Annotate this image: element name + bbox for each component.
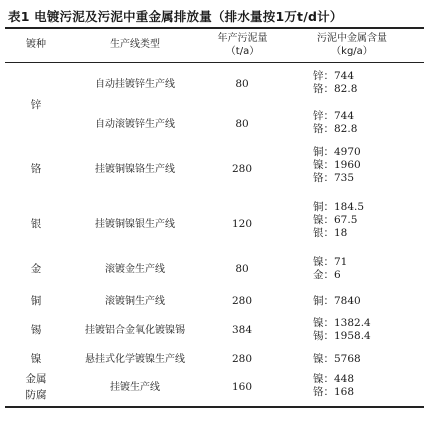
header-sludge-line1: 年产污泥量 — [217, 33, 268, 44]
content-line: 铜：4970 — [313, 146, 361, 158]
table-cell-content — [313, 110, 413, 136]
table-cell-content — [313, 146, 413, 185]
header-content-line1: 污泥中金属含量 — [317, 33, 387, 44]
table-cell-sludge: 384 — [231, 324, 253, 336]
metal-line: 金属 — [25, 373, 47, 385]
table-cell-metal: 铬 — [30, 163, 42, 175]
header-rule — [5, 62, 424, 63]
table-cell-sludge: 160 — [231, 381, 253, 393]
table-cell-sludge: 280 — [231, 163, 253, 175]
table-cell-content — [313, 353, 413, 366]
table-cell-line: 滚镀金生产线 — [105, 264, 165, 275]
table-cell-line: 挂镀铜镍银生产线 — [95, 219, 175, 230]
table-cell-content — [313, 317, 413, 343]
table-cell-line: 自动滚镀锌生产线 — [95, 119, 175, 130]
header-sludge-line2: （t/a） — [225, 46, 260, 57]
content-line: 金：6 — [313, 269, 341, 281]
content-line: 锡：1958.4 — [313, 330, 371, 342]
table-cell-line: 滚镀铜生产线 — [105, 296, 165, 307]
content-line: 镍：71 — [313, 256, 348, 268]
content-line: 镍：448 — [313, 373, 355, 385]
content-line: 镍：67.5 — [313, 214, 358, 226]
metal-line: 防腐 — [25, 389, 47, 401]
table-cell-sludge: 280 — [231, 295, 253, 307]
content-line: 铬：168 — [313, 386, 355, 398]
table-cell-content — [313, 70, 413, 96]
content-line: 锌：744 — [313, 110, 355, 122]
table-cell-line: 悬挂式化学镀镍生产线 — [85, 354, 185, 365]
table-cell-line: 自动挂镀锌生产线 — [95, 79, 175, 90]
table-cell-metal: 金 — [30, 263, 42, 275]
content-line: 铜：184.5 — [313, 201, 365, 213]
content-line: 镍：1960 — [313, 159, 361, 171]
table-cell-metal: 镍 — [30, 353, 42, 365]
table-top-rule — [5, 27, 424, 29]
table-cell-metal: 锡 — [30, 324, 42, 336]
header-line-type: 生产线类型 — [110, 39, 160, 50]
header-metal: 镀种 — [26, 39, 46, 50]
table-cell-sludge: 80 — [235, 78, 249, 90]
content-line: 镍：1382.4 — [313, 317, 371, 329]
table-cell-content — [313, 295, 413, 308]
table-cell-sludge: 120 — [231, 218, 253, 230]
content-line: 铜：7840 — [313, 295, 361, 307]
table-cell-line: 挂镀生产线 — [110, 382, 160, 393]
table-cell-content — [313, 256, 413, 282]
table-cell-metal: 银 — [30, 218, 42, 230]
header-content-line2: （kg/a） — [331, 46, 373, 57]
content-line: 银：18 — [313, 227, 348, 239]
content-line: 铬：735 — [313, 172, 355, 184]
table-cell-sludge: 280 — [231, 353, 253, 365]
table-cell-sludge: 80 — [235, 118, 249, 130]
table-bottom-rule — [5, 406, 424, 408]
table-cell-line: 挂镀铜镍铬生产线 — [95, 164, 175, 175]
content-line: 锌：744 — [313, 70, 355, 82]
table-cell-metal: 锌 — [30, 99, 42, 111]
table-cell-metal: 铜 — [30, 295, 42, 307]
content-line: 镍：5768 — [313, 353, 361, 365]
table-cell-content — [313, 373, 413, 399]
table-cell-line: 挂镀铝合金氧化镀镍锡 — [85, 325, 185, 336]
content-line: 铬：82.8 — [313, 83, 358, 95]
table-cell-content — [313, 201, 413, 240]
table-cell-sludge: 80 — [235, 263, 249, 275]
table-caption: 表1 电镀污泥及污泥中重金属排放量（排水量按1万t/d计） — [8, 9, 343, 24]
content-line: 铬：82.8 — [313, 123, 358, 135]
table-cell-metal — [16, 373, 56, 402]
